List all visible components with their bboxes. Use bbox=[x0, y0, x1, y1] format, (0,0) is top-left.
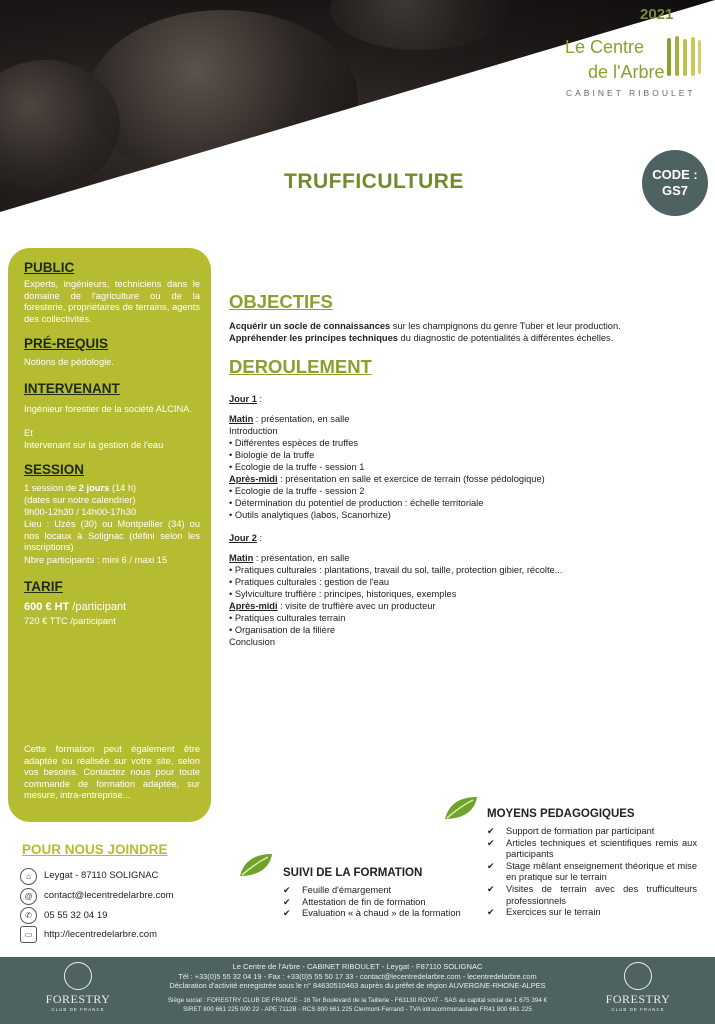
forestry-name: FORESTRY bbox=[45, 992, 111, 1006]
truffle-image bbox=[330, 0, 510, 50]
logo-bars-icon bbox=[666, 36, 702, 76]
program-line: • Pratiques culturales : gestion de l'eau bbox=[229, 577, 390, 587]
footer bbox=[0, 957, 715, 1024]
jour2-matin-text: : présentation, en salle bbox=[253, 553, 350, 563]
intervenant-and: Et bbox=[24, 428, 33, 438]
session-dates: (dates sur notre calendrier) bbox=[24, 495, 136, 505]
intervenant-heading: INTERVENANT bbox=[24, 381, 120, 396]
program-line: • Outils analytiques (labos, Scanorhize) bbox=[229, 510, 391, 520]
objectifs-heading: OBJECTIFS bbox=[229, 291, 333, 312]
list-item: ✔ Exercices sur le terrain bbox=[487, 907, 697, 919]
jour1-matin-label: Matin bbox=[229, 414, 254, 424]
jour1-matin-text: : présentation, en salle bbox=[253, 414, 350, 424]
forestry-tree-icon bbox=[624, 962, 652, 990]
footer-line-1: Le Centre de l'Arbre - CABINET RIBOULET - Leygat - F87110 SOLIGNAC bbox=[232, 962, 483, 971]
program-line: • Différentes espèces de truffes bbox=[229, 438, 359, 448]
list-item: ✔ Evaluation « à chaud » de la formation bbox=[283, 908, 463, 920]
contact-email[interactable]: contact@lecentredelarbre.com bbox=[44, 890, 174, 901]
session-location: Lieu : Uzès (30) ou Montpellier (34) ou nos locaux à Solignac (défini selon les inscriptions) bbox=[24, 519, 200, 553]
code-badge bbox=[642, 150, 708, 216]
objectifs-text bbox=[229, 320, 701, 344]
objectif-2-bold: Appréhender les principes techniques bbox=[229, 333, 398, 343]
logo-line2: de l'Arbre bbox=[588, 62, 665, 82]
session-duration bbox=[24, 483, 200, 495]
program-line: Introduction bbox=[229, 426, 278, 436]
session-participants: Nbre participants : mini 6 / maxi 15 bbox=[24, 555, 168, 565]
contact-heading: POUR NOUS JOINDRE bbox=[22, 842, 168, 857]
jour1-am-text: : présentation en salle et exercice de terrain (fosse pédologique) bbox=[277, 474, 545, 484]
logo-subtitle: CABINET RIBOULET bbox=[566, 88, 696, 98]
forestry-tree-icon bbox=[64, 962, 92, 990]
code-label: CODE : bbox=[652, 167, 698, 182]
forestry-sub: CLUB DE FRANCE bbox=[611, 1007, 665, 1012]
contact-website[interactable]: http://lecentredelarbre.com bbox=[44, 929, 158, 940]
jour2-suffix: : bbox=[256, 533, 263, 543]
moyens-list bbox=[487, 826, 697, 919]
leaf-icon bbox=[443, 795, 479, 821]
jour2-am-text: : visite de truffière avec un producteur bbox=[277, 601, 436, 611]
program-line: • Pratiques culturales : plantations, travail du sol, taille, protection gibier, récolte... bbox=[229, 565, 563, 575]
tarif-ht-suffix: /participant bbox=[69, 601, 127, 613]
adaptation-note: Cette formation peut également être adaptée ou réalisée sur votre site, selon vos besoins. Contactez nous pour toute commande de formation adaptée, sur mesure, intra-entreprise... bbox=[24, 744, 200, 801]
intervenant-text: Ingénieur forestier de la société ALCINA. bbox=[24, 404, 192, 414]
info-sidebar bbox=[8, 248, 211, 822]
jour2-apres-midi bbox=[229, 600, 562, 612]
leaf-icon bbox=[238, 852, 274, 878]
deroulement-heading: DEROULEMENT bbox=[229, 356, 372, 377]
tarif-ht-amount: 600 € HT bbox=[24, 601, 70, 613]
phone-icon: ✆ bbox=[20, 907, 37, 924]
jour1-suffix: : bbox=[256, 394, 263, 404]
forestry-logo-left bbox=[36, 962, 120, 1012]
suivi-heading: SUIVI DE LA FORMATION bbox=[283, 867, 423, 879]
jour2-label: Jour 2 bbox=[229, 533, 257, 543]
jour1-matin bbox=[229, 413, 545, 425]
program-line: • Biologie de la truffe bbox=[229, 450, 315, 460]
web-icon: ▭ bbox=[20, 926, 37, 943]
forestry-logo-right bbox=[596, 962, 680, 1012]
program-line: • Organisation de la filière bbox=[229, 625, 336, 635]
list-item: ✔ Visites de terrain avec des trufficulteurs professionnels bbox=[487, 884, 697, 907]
objectif-1-rest: sur les champignons du genre Tuber et leur production. bbox=[390, 321, 621, 331]
list-item: ✔ Articles techniques et scientifiques remis aux participants bbox=[487, 838, 697, 861]
truffle-image bbox=[88, 10, 358, 185]
objectif-2-rest: du diagnostic de potentialités à différentes échelles. bbox=[397, 333, 614, 343]
location-icon: ⌂ bbox=[20, 868, 37, 885]
tarif-heading: TARIF bbox=[24, 579, 63, 594]
program-line: • Pratiques culturales terrain bbox=[229, 613, 346, 623]
session-duration-hours: (14 h) bbox=[109, 483, 137, 493]
jour1-am-label: Après-midi bbox=[229, 474, 278, 484]
footer-line-2: Tél : +33(0)5 55 32 04 19 - Fax : +33(0)5 55 50 17 33 - contact@lecentredelarbre.com - lecentredelarbre.com bbox=[178, 972, 537, 981]
tarif-ttc: 720 € TTC /participant bbox=[24, 616, 116, 626]
jour1-apres-midi bbox=[229, 473, 545, 485]
jour1-program bbox=[229, 393, 545, 521]
jour2-title bbox=[229, 532, 562, 544]
list-item: ✔ Support de formation par participant bbox=[487, 826, 697, 838]
forestry-sub: CLUB DE FRANCE bbox=[51, 1007, 105, 1012]
email-icon: @ bbox=[20, 888, 37, 905]
session-duration-days: 2 jours bbox=[78, 483, 110, 493]
logo-line1: Le Centre bbox=[565, 37, 645, 57]
program-line: • Sylviculture truffière : principes, historiques, exemples bbox=[229, 589, 457, 599]
jour2-matin-label: Matin bbox=[229, 553, 254, 563]
contact-address: Leygat - 87110 SOLIGNAC bbox=[44, 870, 159, 881]
intervenant-text-2: Intervenant sur la gestion de l'eau bbox=[24, 440, 164, 450]
list-item: ✔ Feuille d'émargement bbox=[283, 885, 463, 897]
jour1-label: Jour 1 bbox=[229, 394, 257, 404]
objectif-2 bbox=[229, 332, 701, 344]
footer-line-5: SIRET 800 661 225 000 22 - APE 7112B - RCS 800 661 225 Clermont-Ferrand - TVA intracommunautaire FR41 800 661 225 bbox=[183, 1006, 532, 1013]
jour1-title bbox=[229, 393, 545, 405]
jour2-am-label: Après-midi bbox=[229, 601, 278, 611]
moyens-heading: MOYENS PEDAGOGIQUES bbox=[487, 808, 635, 820]
objectif-1-bold: Acquérir un socle de connaissances bbox=[229, 321, 391, 331]
year-label: 2021 bbox=[640, 6, 674, 23]
footer-line-3: Déclaration d'activité enregistrée sous le n° 84630510463 auprès du préfet de région AUVERGNE-RHONE-ALPES bbox=[169, 981, 546, 990]
jour2-matin bbox=[229, 552, 562, 564]
public-heading: PUBLIC bbox=[24, 260, 75, 275]
forestry-name: FORESTRY bbox=[605, 992, 671, 1006]
objectif-1 bbox=[229, 320, 701, 332]
code-value: GS7 bbox=[661, 183, 688, 198]
prereq-heading: PRÉ-REQUIS bbox=[24, 336, 109, 351]
suivi-list bbox=[283, 885, 463, 920]
list-item: ✔ Attestation de fin de formation bbox=[283, 897, 463, 909]
prereq-text: Notions de pédologie. bbox=[24, 357, 114, 367]
session-heading: SESSION bbox=[24, 462, 85, 477]
jour2-program bbox=[229, 532, 562, 648]
page-title: TRUFFICULTURE bbox=[284, 170, 464, 193]
footer-line-4: Siège social : FORESTRY CLUB DE FRANCE - 16 Ter Boulevard de la Taillerie - F63130 ROYAT - SAS au capital social de 1 675 394 € bbox=[167, 997, 548, 1004]
list-item: ✔ Stage mêlant enseignement théorique et mise en pratique sur le terrain bbox=[487, 861, 697, 884]
program-line: • Ecologie de la truffe - session 1 bbox=[229, 462, 365, 472]
contact-phone[interactable]: 05 55 32 04 19 bbox=[44, 910, 108, 921]
session-hours: 9h00-12h30 / 14h00-17h30 bbox=[24, 507, 137, 517]
program-line: Conclusion bbox=[229, 637, 275, 647]
program-line: • Ecologie de la truffe - session 2 bbox=[229, 486, 365, 496]
session-duration-prefix: 1 session de bbox=[24, 483, 79, 493]
program-line: • Détermination du potentiel de production : échelle territoriale bbox=[229, 498, 484, 508]
tarif-ht bbox=[24, 601, 126, 613]
public-text: Experts, ingénieurs, techniciens dans le domaine de l'agriculture ou de la foresterie, propriétaires de terrains, agents des collectivités. bbox=[24, 279, 200, 324]
